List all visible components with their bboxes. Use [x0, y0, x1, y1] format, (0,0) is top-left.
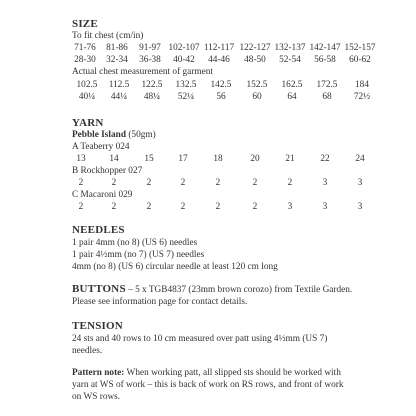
table-cell: 72½ — [353, 92, 371, 102]
pattern-note-heading: Pattern note: — [72, 368, 125, 378]
table-cell: 68 — [322, 92, 332, 102]
table-cell: 112-117 — [203, 43, 235, 53]
colour-c-row — [70, 202, 363, 213]
chest-cm-row — [70, 43, 376, 54]
needles-line-3: 4mm (no 8) (US 6) circular needle at least 120 cm long — [72, 262, 278, 272]
table-cell: 2 — [111, 202, 117, 212]
table-cell: 91-97 — [139, 43, 161, 53]
buttons-heading: BUTTONS — [72, 283, 126, 295]
tension-line-2: needles. — [72, 346, 103, 356]
table-cell: 3 — [287, 202, 293, 212]
table-cell: 40-42 — [173, 55, 195, 65]
table-cell: 112.5 — [108, 80, 130, 90]
table-cell: 2 — [252, 202, 258, 212]
table-cell: 56 — [216, 92, 226, 102]
fit-chest-label: To fit chest (cm/in) — [72, 31, 144, 41]
table-cell: 142.5 — [210, 80, 232, 90]
table-cell: 122.5 — [141, 80, 163, 90]
yarn-brand-line — [72, 130, 156, 141]
table-cell: 71-76 — [74, 43, 96, 53]
pattern-note-line-1 — [72, 368, 341, 379]
pattern-note-line-2: yarn at WS of work – this is back of work on RS rows, and front of work — [72, 380, 344, 390]
table-cell: 3 — [322, 202, 328, 212]
table-cell: 102.5 — [76, 80, 98, 90]
table-cell: 2 — [180, 178, 186, 188]
yarn-brand: Pebble Island — [72, 130, 126, 140]
table-cell: 24 — [355, 154, 365, 164]
table-cell: 21 — [285, 154, 295, 164]
table-cell: 60-62 — [349, 55, 371, 65]
table-cell: 3 — [357, 202, 363, 212]
table-cell: 36-38 — [139, 55, 161, 65]
colour-b-label: B Rockhopper 027 — [72, 166, 143, 176]
actual-cm-row — [70, 80, 369, 91]
table-cell: 48-50 — [244, 55, 266, 65]
table-cell: 14 — [109, 154, 119, 164]
table-cell: 2 — [146, 202, 152, 212]
colour-c-label: C Macaroni 029 — [72, 190, 133, 200]
table-cell: 28-30 — [74, 55, 96, 65]
table-cell: 2 — [180, 202, 186, 212]
table-cell: 44¼ — [110, 92, 128, 102]
table-cell: 132.5 — [175, 80, 197, 90]
buttons-line-1 — [72, 284, 352, 296]
table-cell: 132-137 — [274, 43, 306, 53]
table-cell: 22 — [320, 154, 330, 164]
table-cell: 60 — [252, 92, 262, 102]
table-cell: 2 — [78, 178, 84, 188]
table-cell: 18 — [213, 154, 223, 164]
table-cell: 81-86 — [106, 43, 128, 53]
table-cell: 52-54 — [279, 55, 301, 65]
table-cell: 122-127 — [239, 43, 271, 53]
table-cell: 152-157 — [344, 43, 376, 53]
colour-b-row — [70, 178, 363, 189]
colour-a-label: A Teaberry 024 — [72, 142, 130, 152]
table-cell: 48¼ — [143, 92, 161, 102]
table-cell: 102-107 — [168, 43, 200, 53]
table-cell: 3 — [322, 178, 328, 188]
table-cell: 32-34 — [106, 55, 128, 65]
colour-a-row — [70, 154, 365, 165]
table-cell: 184 — [355, 80, 369, 90]
table-cell: 2 — [252, 178, 258, 188]
table-cell: 142-147 — [309, 43, 341, 53]
buttons-line-2: Please see information page for contact details. — [72, 297, 248, 307]
table-cell: 20 — [250, 154, 260, 164]
table-cell: 13 — [76, 154, 86, 164]
table-cell: 56-58 — [314, 55, 336, 65]
table-cell: 64 — [287, 92, 297, 102]
table-cell: 15 — [144, 154, 154, 164]
table-cell: 2 — [78, 202, 84, 212]
table-cell: 2 — [215, 178, 221, 188]
table-cell: 2 — [111, 178, 117, 188]
yarn-heading: YARN — [72, 117, 104, 129]
tension-heading: TENSION — [72, 320, 123, 332]
buttons-text: – 5 x TGB4837 (23mm brown corozo) from Textile Garden. — [125, 285, 353, 295]
table-cell: 2 — [146, 178, 152, 188]
chest-in-row — [70, 55, 371, 66]
size-heading: SIZE — [72, 18, 98, 30]
table-cell: 152.5 — [246, 80, 268, 90]
table-cell: 2 — [287, 178, 293, 188]
table-cell: 172.5 — [316, 80, 338, 90]
needles-line-2: 1 pair 4½mm (no 7) (US 7) needles — [72, 250, 205, 260]
table-cell: 44-46 — [208, 55, 230, 65]
table-cell: 162.5 — [281, 80, 303, 90]
actual-in-row — [70, 92, 371, 103]
table-cell: 40¼ — [78, 92, 96, 102]
pattern-note-line-3: on WS rows. — [72, 392, 121, 402]
actual-chest-label: Actual chest measurement of garment — [72, 67, 213, 77]
tension-line-1: 24 sts and 40 rows to 10 cm measured over patt using 4½mm (US 7) — [72, 334, 328, 344]
pattern-note-text: When working patt, all slipped sts should be worked with — [124, 368, 341, 378]
table-cell: 17 — [178, 154, 188, 164]
needles-line-1: 1 pair 4mm (no 8) (US 6) needles — [72, 238, 198, 248]
table-cell: 2 — [215, 202, 221, 212]
table-cell: 3 — [357, 178, 363, 188]
yarn-weight: (50gm) — [128, 130, 156, 140]
needles-heading: NEEDLES — [72, 224, 125, 236]
table-cell: 52¼ — [177, 92, 195, 102]
